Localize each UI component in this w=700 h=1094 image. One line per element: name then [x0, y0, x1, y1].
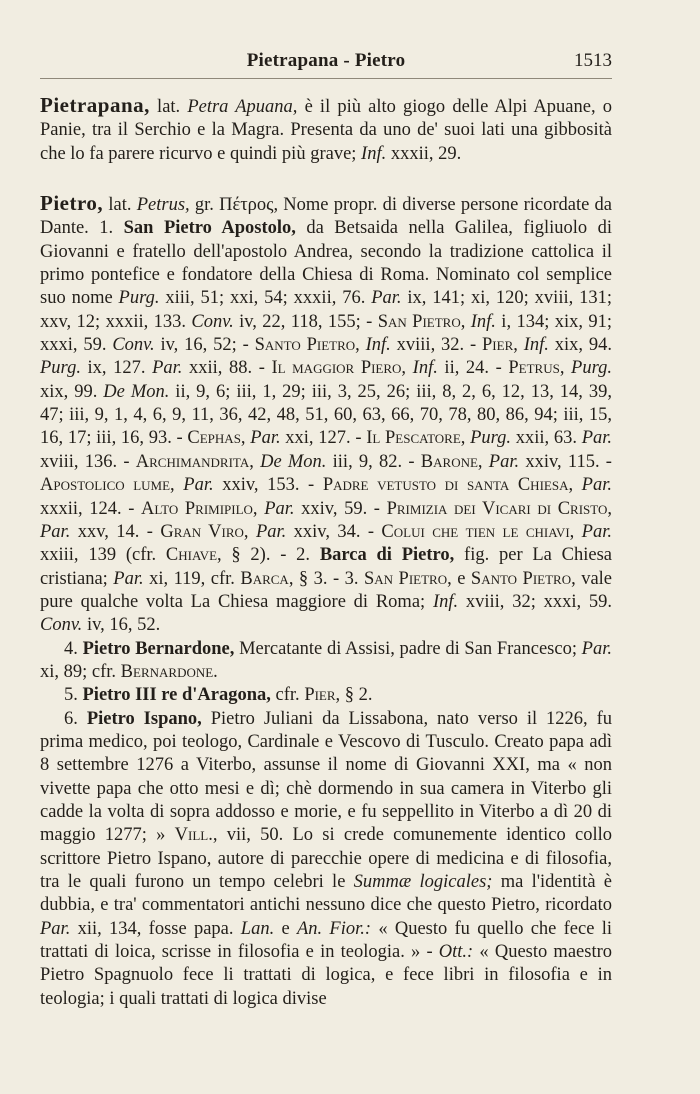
headword: Pietro,	[40, 191, 104, 216]
subentry-name: Barca di Pietro,	[319, 545, 455, 566]
subentry-5: 5. Pietro III re d'Aragona, cfr. Pier, § 2.	[64, 685, 373, 706]
running-header	[40, 50, 612, 76]
subentry-6: 6. Pietro Ispano, Pietro Juliani da Lissabona, nato verso il 1226, fu prima medico, poi teologo, Cardinale e Vescovo di Tusculo. Creato papa adì 8 settembre 1276 a Viterbo, assunse il nome di Giovanni XXI, ma « non vivette papa che otto mesi e dì; chè dormendo in sua camera in Viterbo gli cadde la volta di sopra addosso e morie, e fu seppellito in Viterbo a dì 20 di maggio 1277; » Vill., vii, 50. Lo si crede comunemente identico collo scrittore Pietro Ispano, autore di parecchie opere di medicina e di filosofia, tra le quali furono un tempo celebri le Summæ logicales; ma l'identità è dubbia, e tra' commentatori antichi nessuno dice che questo Pietro, ricordato Par. xii, 134, fosse papa. Lan. e An. Fior.: « Questo fu quello che fece li trattati di loica, scrisse in filosofia e in teologia. » - Ott.: « Questo maestro Pietro Spagnuolo fece li trattati di logica, e fece libri in filosofia e in teologia; i quali trattati di logica divise	[40, 708, 613, 1009]
page-body	[40, 94, 612, 1011]
subentry-4: 4. Pietro Bernardone, Mercatante di Assisi, padre di San Francesco; Par. xi, 89; cfr. Bernardone.	[40, 638, 612, 682]
subentry-name: Pietro III re d'Aragona,	[82, 685, 271, 706]
citation: Inf.	[361, 143, 387, 164]
headword: Pietrapana,	[40, 93, 150, 117]
subentry-name: San Pietro Apostolo,	[123, 218, 296, 239]
subentry-name: Pietro Ispano,	[86, 708, 202, 729]
header-rule	[40, 78, 612, 79]
page-number: 1513	[574, 50, 612, 71]
entry-pietrapana: Pietrapana, lat. Petra Apuana, è il più alto giogo delle Alpi Apuane, o Panie, tra il Serchio e la Magra. Presenta da uno de' suoi lati una gibbosità che lo fa parere ricurvo e quindi più grave; Inf. xxxii, 29.	[40, 93, 612, 164]
running-title: Pietrapana - Pietro	[246, 50, 406, 71]
entry-pietro: Pietro, lat. Petrus, gr. Πέτρος, Nome propr. di diverse persone ricordate da Dante. 1. San Pietro Apostolo, da Betsaida nella Galilea, figliuolo di Giovanni e fratello dell'apostolo Andrea, secondo la tradizione cattolica il primo pontefice e fondatore della Chiesa di Roma. Nominato col semplice suo nome Purg. xiii, 51; xxi, 54; xxxii, 76. Par. ix, 141; xi, 120; xviii, 131; xxv, 12; xxxii, 133. Conv. iv, 22, 118, 155; - San Pietro, Inf. i, 134; xix, 91; xxxi, 59. Conv. iv, 16, 52; - Santo Pietro, Inf. xviii, 32. - Pier, Inf. xix, 94. Purg. ix, 127. Par. xxii, 88. - Il maggior Piero, Inf. ii, 24. - Petrus, Purg. xix, 99. De Mon. ii, 9, 6; iii, 1, 29; iii, 3, 25, 26; iii, 8, 2, 6, 12, 13, 14, 39, 47; iii, 9, 1, 4, 6, 9, 11, 36, 42, 48, 51, 60, 63, 66, 70, 78, 80, 86, 94; iii, 15, 16, 17; iii, 16, 93. - Cephas, Par. xxi, 127. - Il Pescatore, Purg. xxii, 63. Par. xviii, 136. - Archimandrita, De Mon. iii, 9, 82. - Barone, Par. xxiv, 115. - Apostolico lume, Par. xxiv, 153. - Padre vetusto di santa Chiesa, Par. xxxii, 124. - Alto Primipilo, Par. xxiv, 59. - Primizia dei Vicari di Cristo, Par. xxv, 14. - Gran Viro, Par. xxiv, 34. - Colui che tien le chiavi, Par. xxiii, 139 (cfr. Chiave, § 2). - 2. Barca di Pietro, fig. per La Chiesa cristiana; Par. xi, 119, cfr. Barca, § 3. - 3. San Pietro, e Santo Pietro, vale pure qualche volta La Chiesa maggiore di Roma; Inf. xviii, 32; xxxi, 59. Conv. iv, 16, 52.	[40, 191, 613, 636]
subentry-name: Pietro Bernardone,	[82, 638, 235, 659]
